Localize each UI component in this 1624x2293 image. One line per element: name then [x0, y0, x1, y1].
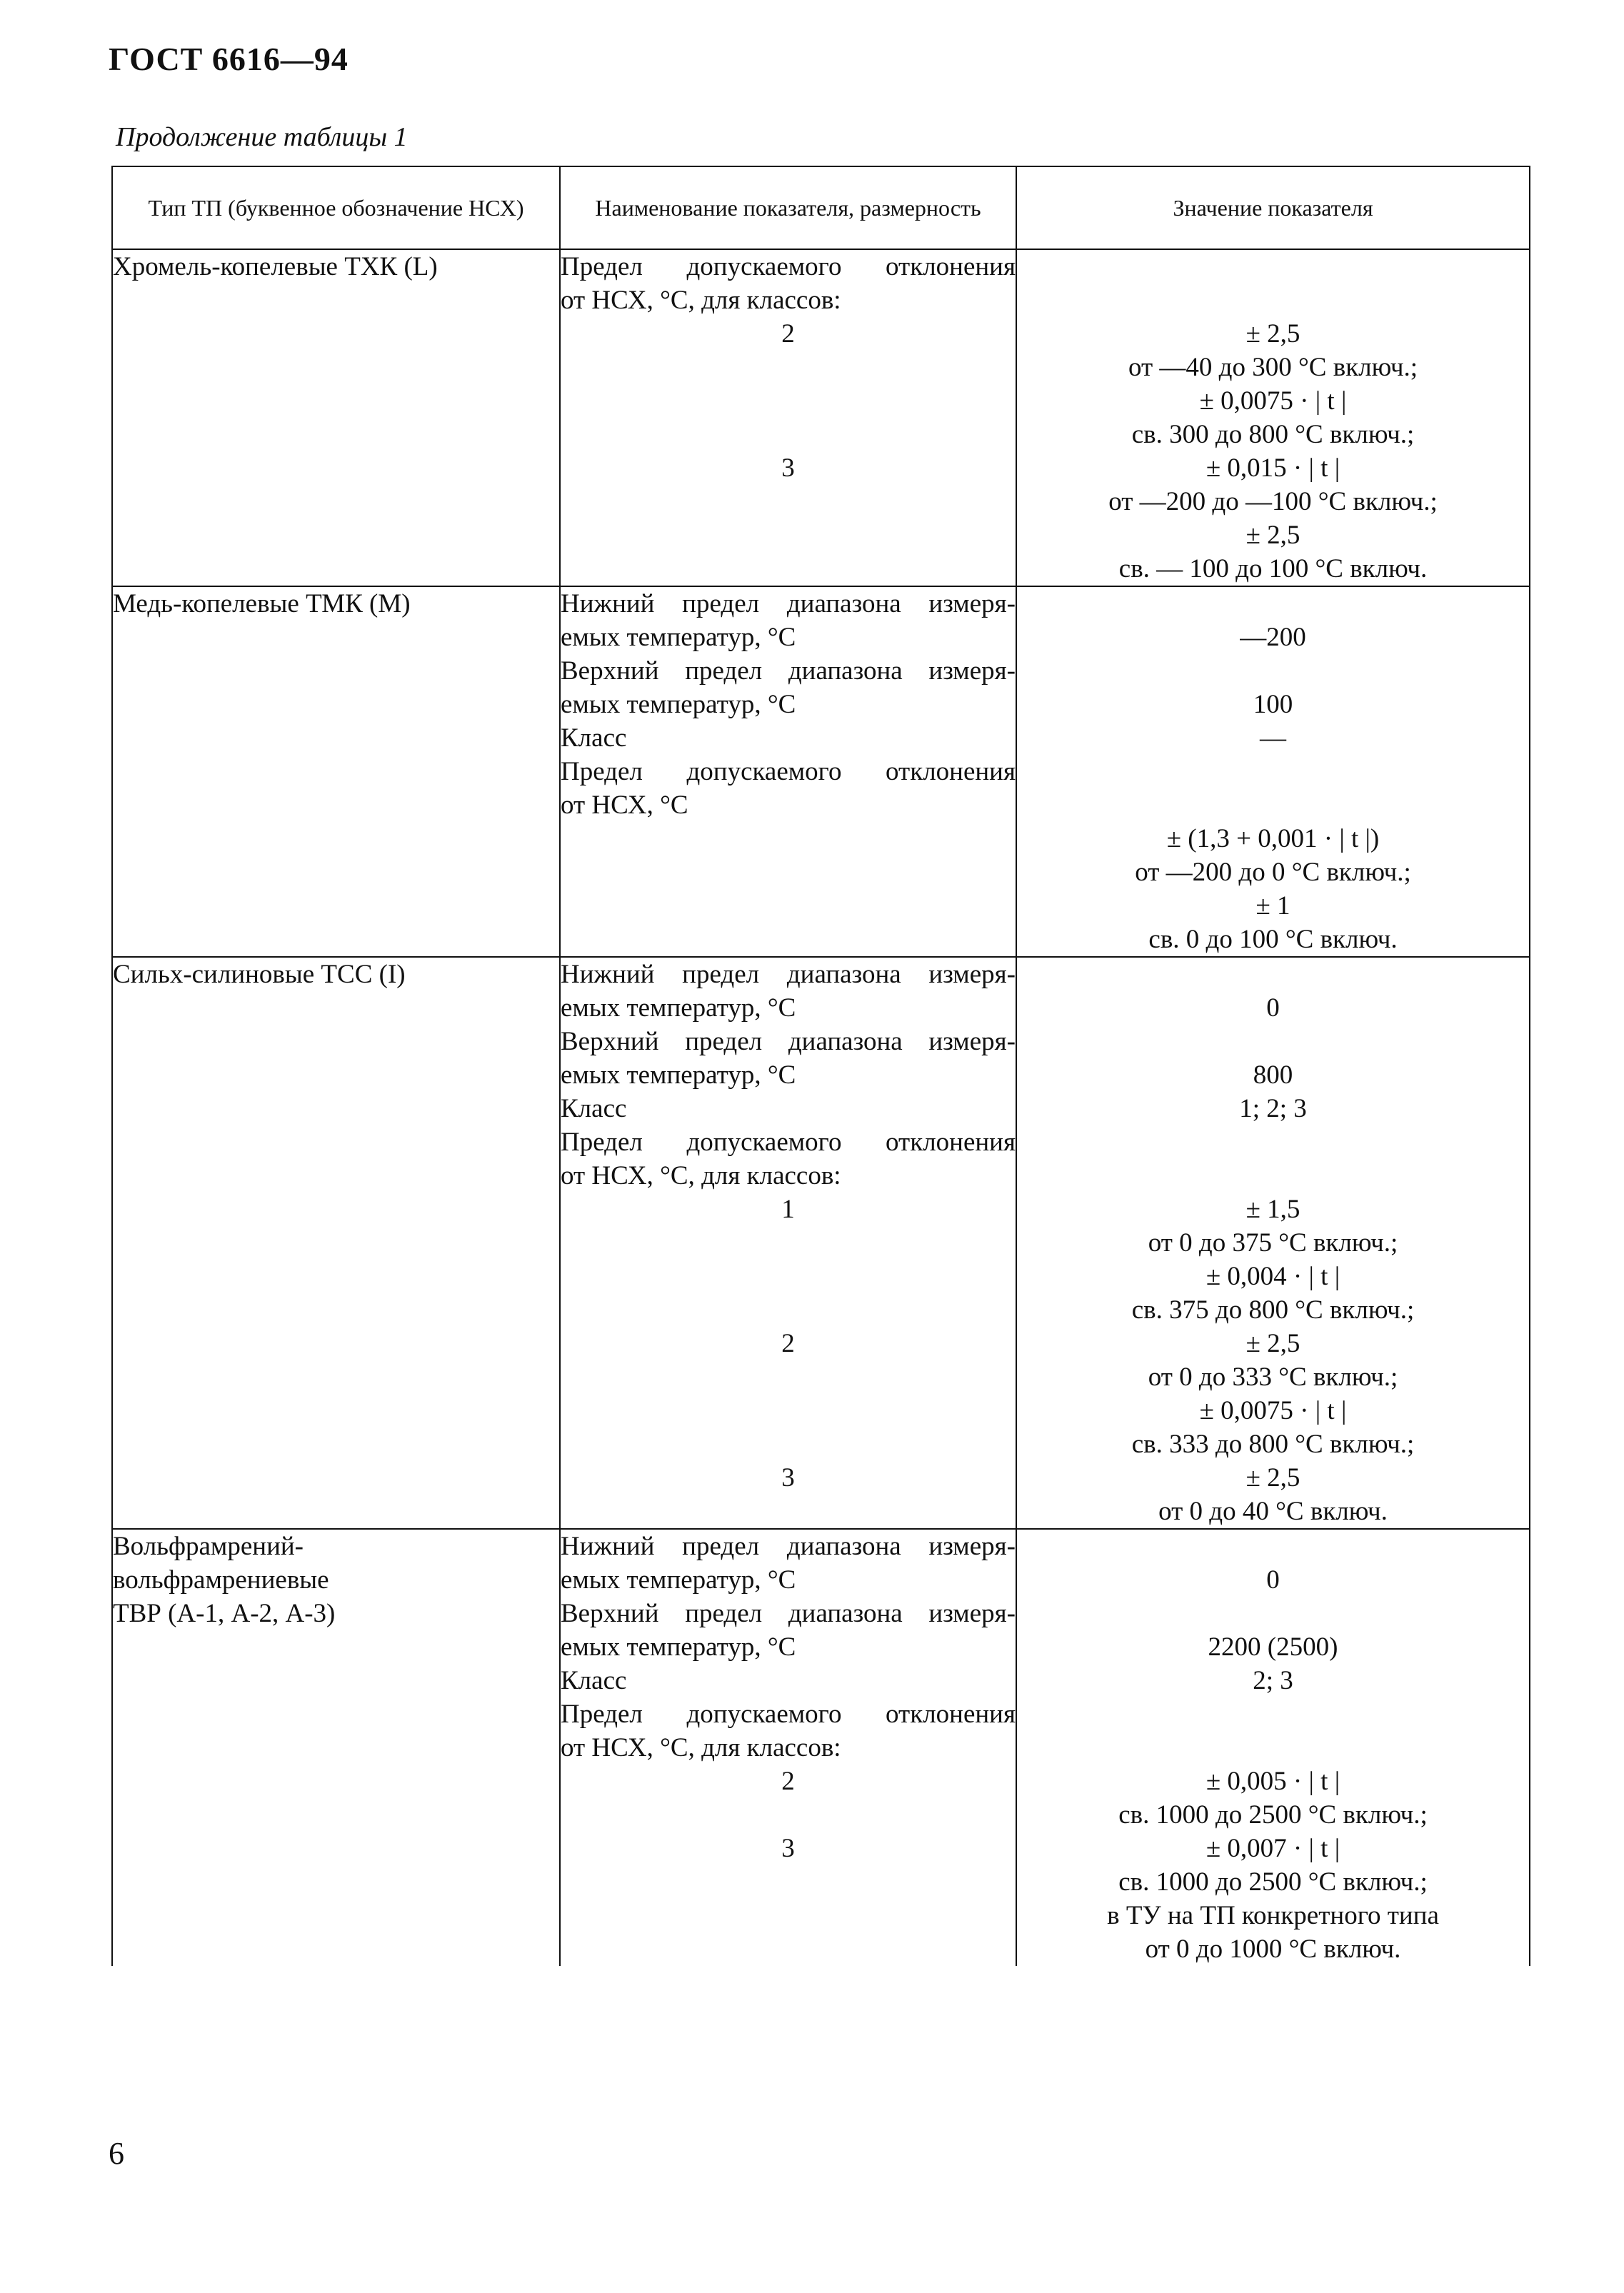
indicator-name-line: емых температур, °С — [561, 1565, 796, 1595]
indicator-value-line: ± 0,007 · | t | — [1206, 1834, 1340, 1863]
indicator-name-line — [561, 1360, 1016, 1394]
indicator-value-cell — [1016, 1529, 1530, 1966]
indicator-name-line — [561, 1932, 1016, 1966]
indicator-value-line: от 0 до 375 °С включ.; — [1148, 1228, 1398, 1258]
indicator-name-line: емых температур, °С — [561, 690, 796, 719]
indicator-name-line: Нижний предел диапазона измеря- — [561, 960, 1016, 989]
indicator-name-line — [561, 1899, 1016, 1932]
type-line: Вольфрамрений- — [113, 1532, 304, 1561]
indicator-name-line — [561, 856, 1016, 889]
indicator-name-cell — [560, 957, 1016, 1529]
indicator-value-line: от 0 до 1000 °С включ. — [1145, 1935, 1401, 1964]
indicator-name-line: 2 — [781, 319, 795, 348]
type-line: Хромель-копелевые ТХК (L) — [113, 252, 438, 281]
indicator-name-line — [561, 485, 1016, 518]
indicator-value-line — [1017, 1530, 1529, 1563]
indicators-table — [111, 166, 1530, 1966]
type-line: Сильх-силиновые ТСС (I) — [113, 960, 406, 989]
indicator-value-line: ± 2,5 — [1245, 1463, 1300, 1492]
table-caption: Продолжение таблицы 1 — [116, 122, 408, 152]
thermocouple-type-cell — [112, 586, 560, 957]
indicator-value-line: 0 — [1266, 993, 1280, 1023]
indicator-name-line — [561, 351, 1016, 384]
indicator-value-line: св. 0 до 100 °С включ. — [1148, 925, 1398, 954]
indicator-name-line: от НСХ, °С, для классов: — [561, 1733, 841, 1762]
indicator-name-line: Класс — [561, 1094, 627, 1123]
indicator-value-line — [1017, 654, 1529, 688]
indicator-name-line — [561, 552, 1016, 586]
indicator-name-line — [561, 1226, 1016, 1260]
indicator-value-line — [1017, 788, 1529, 822]
indicator-name-line: Нижний предел диапазона измеря- — [561, 1532, 1016, 1561]
indicator-name-line: 3 — [781, 1463, 795, 1492]
indicator-name-line: от НСХ, °С, для классов: — [561, 286, 841, 315]
indicator-name-line: Предел допускаемого отклонения — [561, 757, 1016, 786]
indicator-name-line: емых температур, °С — [561, 1632, 796, 1662]
table-row — [112, 1529, 1530, 1966]
indicator-value-line: 0 — [1266, 1565, 1280, 1595]
indicator-value-line: ± 2,5 — [1245, 319, 1300, 348]
column-header-type: Тип ТП (буквенное обозначение НСХ) — [112, 166, 560, 249]
indicator-value-line: в ТУ на ТП конкретного типа — [1107, 1901, 1439, 1930]
indicator-value-line — [1017, 958, 1529, 991]
indicator-value-line: —200 — [1240, 623, 1306, 652]
indicator-value-line: 800 — [1253, 1060, 1293, 1090]
indicator-value-line: от —200 до 0 °С включ.; — [1135, 858, 1411, 887]
indicator-name-line: Верхний предел диапазона измеря- — [561, 656, 1016, 686]
table-header-row — [112, 166, 1530, 249]
indicator-value-line: от —40 до 300 °С включ.; — [1128, 353, 1418, 382]
indicator-value-line: ± 1 — [1255, 891, 1290, 920]
column-header-indicator-name: Наименование показателя, размерность — [560, 166, 1016, 249]
indicator-value-line: ± 0,005 · | t | — [1206, 1767, 1340, 1796]
indicator-name-line — [561, 1260, 1016, 1293]
indicator-name-line: 3 — [781, 1834, 795, 1863]
indicator-name-line: Верхний предел диапазона измеря- — [561, 1599, 1016, 1628]
indicator-name-line: Класс — [561, 1666, 627, 1695]
page-number: 6 — [109, 2136, 124, 2171]
indicator-value-line: от 0 до 40 °С включ. — [1158, 1497, 1388, 1526]
indicator-value-line: св. 333 до 800 °С включ.; — [1131, 1430, 1415, 1459]
indicator-name-line — [561, 889, 1016, 923]
indicator-name-line: 2 — [781, 1767, 795, 1796]
indicator-value-line — [1017, 755, 1529, 788]
indicator-name-cell — [560, 1529, 1016, 1966]
indicator-value-cell — [1016, 957, 1530, 1529]
indicator-name-line: Класс — [561, 723, 627, 753]
thermocouple-type-cell — [112, 1529, 560, 1966]
table-row — [112, 249, 1530, 586]
document-title: ГОСТ 6616—94 — [109, 41, 349, 77]
indicator-value-cell — [1016, 586, 1530, 957]
indicator-value-line: 2; 3 — [1253, 1666, 1293, 1695]
type-line: вольфрамрениевые — [113, 1565, 329, 1595]
indicator-value-line — [1017, 1025, 1529, 1058]
type-line: Медь-копелевые ТМК (М) — [113, 589, 411, 618]
indicator-name-line: емых температур, °С — [561, 993, 796, 1023]
indicator-value-line: 2200 (2500) — [1208, 1632, 1338, 1662]
indicator-name-line — [561, 1293, 1016, 1327]
table-body — [112, 249, 1530, 1966]
indicator-name-line — [561, 822, 1016, 856]
indicator-value-line — [1017, 1159, 1529, 1193]
indicator-value-cell — [1016, 249, 1530, 586]
indicator-name-line: Нижний предел диапазона измеря- — [561, 589, 1016, 618]
indicator-value-line — [1017, 1125, 1529, 1159]
indicator-value-line: от 0 до 333 °С включ.; — [1148, 1363, 1398, 1392]
indicator-value-line — [1017, 250, 1529, 284]
indicator-name-line: 2 — [781, 1329, 795, 1358]
indicator-name-line: Предел допускаемого отклонения — [561, 1700, 1016, 1729]
indicator-value-line: св. — 100 до 100 °С включ. — [1118, 554, 1428, 583]
indicator-name-line: емых температур, °С — [561, 623, 796, 652]
table-row — [112, 957, 1530, 1529]
indicator-value-line: св. 1000 до 2500 °С включ.; — [1118, 1867, 1428, 1897]
indicator-name-line: 3 — [781, 453, 795, 483]
indicator-value-line: ± 2,5 — [1245, 521, 1300, 550]
indicator-value-line: от —200 до —100 °С включ.; — [1108, 487, 1438, 516]
indicator-value-line: ± 0,0075 · | t | — [1199, 1396, 1347, 1425]
indicator-value-line: ± 0,0075 · | t | — [1199, 386, 1347, 416]
indicator-name-line — [561, 384, 1016, 418]
indicator-name-line — [561, 1495, 1016, 1528]
indicator-name-line: Предел допускаемого отклонения — [561, 1128, 1016, 1157]
indicator-name-cell — [560, 586, 1016, 957]
indicator-name-line — [561, 518, 1016, 552]
indicator-name-line: от НСХ, °С — [561, 791, 688, 820]
indicator-value-line: св. 300 до 800 °С включ.; — [1131, 420, 1415, 449]
indicator-value-line — [1017, 587, 1529, 621]
indicator-name-line: 1 — [781, 1195, 795, 1224]
indicator-value-line: 1; 2; 3 — [1239, 1094, 1307, 1123]
indicator-value-line — [1017, 1697, 1529, 1731]
indicator-value-line: ± 1,5 — [1245, 1195, 1300, 1224]
indicator-value-line: св. 375 до 800 °С включ.; — [1131, 1295, 1415, 1325]
indicator-value-line: св. 1000 до 2500 °С включ.; — [1118, 1800, 1428, 1830]
indicator-name-line: Верхний предел диапазона измеря- — [561, 1027, 1016, 1056]
indicator-value-line: 100 — [1253, 690, 1293, 719]
indicator-value-line: ± (1,3 + 0,001 · | t |) — [1166, 824, 1380, 853]
indicator-value-line: ± 0,015 · | t | — [1206, 453, 1340, 483]
indicator-name-line: Предел допускаемого отклонения — [561, 252, 1016, 281]
column-header-indicator-value: Значение показателя — [1016, 166, 1530, 249]
indicator-name-line: от НСХ, °С, для классов: — [561, 1161, 841, 1190]
indicator-name-line: емых температур, °С — [561, 1060, 796, 1090]
indicator-name-line — [561, 923, 1016, 956]
table-row — [112, 586, 1530, 957]
indicator-name-line — [561, 1865, 1016, 1899]
indicator-value-line — [1017, 1731, 1529, 1765]
thermocouple-type-cell — [112, 957, 560, 1529]
indicator-name-cell — [560, 249, 1016, 586]
indicator-value-line: ± 2,5 — [1245, 1329, 1300, 1358]
indicator-name-line — [561, 418, 1016, 451]
indicator-value-line — [1017, 284, 1529, 317]
indicator-name-line — [561, 1798, 1016, 1832]
indicator-value-line: ± 0,004 · | t | — [1206, 1262, 1340, 1291]
indicator-name-line — [561, 1394, 1016, 1428]
indicator-value-line: — — [1260, 723, 1286, 753]
thermocouple-type-cell — [112, 249, 560, 586]
indicator-value-line — [1017, 1597, 1529, 1630]
type-line: ТВР (А-1, А-2, А-3) — [113, 1599, 336, 1628]
indicator-name-line — [561, 1428, 1016, 1461]
